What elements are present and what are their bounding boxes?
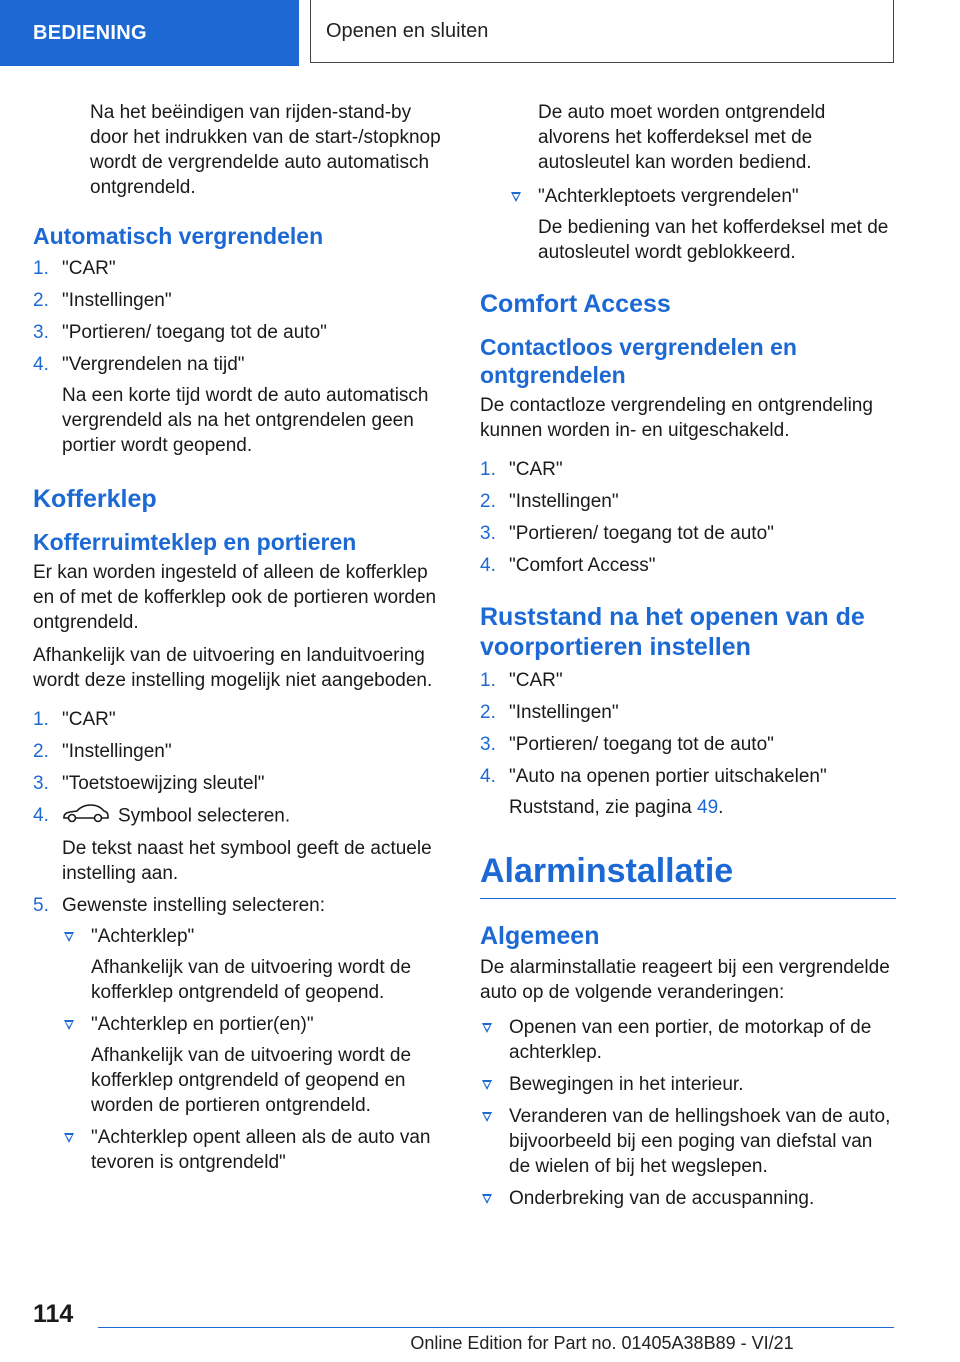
list-item: 4. Symbool selecteren. De tekst naast het symbool geeft de actuele instelling aan. (33, 803, 449, 886)
auto-lock-steps (33, 256, 449, 458)
triangle-bullet-icon (511, 192, 521, 202)
list-item: 3. "Toetstoewijzing sleutel" (33, 773, 265, 794)
footer-rule (98, 1327, 894, 1328)
list-item: 3. "Portieren/ toegang tot de auto" (480, 523, 774, 544)
contactloos-paragraph: De contactloze vergrendeling en ontgrendeling kunnen worden in- en uitgeschakeld. (480, 395, 873, 441)
option-list (62, 924, 449, 1175)
list-item: 5. Gewenste instelling selecteren: "Achterklep" Afhankelijk van de uitvoering wordt de kofferklep ontgrendeld of geopend. "Achterklep en portier(en)" Afhankelijk van de uitvoering wordt de kofferklep ontgrendeld of geopend en worden de portieren ontgrendeld. "Achterklep opent alleen als de auto van tevoren is ontgrendeld" (33, 893, 449, 1175)
page-link[interactable]: 49 (697, 797, 719, 818)
kofferruimte-heading: Kofferruimteklep en portieren (33, 529, 357, 555)
list-item: Veranderen van de hellingshoek van de auto, bijvoorbeeld bij een poging van diefstal van de wielen of bij het wegslepen. (480, 1104, 896, 1179)
algemeen-heading: Algemeen (480, 922, 600, 950)
list-item: Onderbreking van de accuspanning. (480, 1186, 896, 1211)
left-column (33, 100, 449, 1182)
list-item: Openen van een portier, de motorkap of de achterklep. (480, 1015, 896, 1065)
algemeen-paragraph: De alarminstallatie reageert bij een vergrendelde auto op de volgende veranderingen: (480, 957, 890, 1003)
triangle-bullet-icon (482, 1023, 492, 1033)
option-item: "Achterklep" Afhankelijk van de uitvoering wordt de kofferklep ontgrendeld of geopend. (62, 924, 449, 1005)
triangle-bullet-icon (64, 1133, 74, 1143)
auto-lock-heading: Automatisch vergrendelen (33, 223, 324, 249)
alarm-heading: Alarminstallatie (480, 852, 734, 890)
ruststand-heading: Ruststand na het openen van de voorportieren instellen (480, 603, 865, 661)
step4-note: De tekst naast het symbool geeft de actuele instelling aan. (62, 838, 432, 884)
kofferklep-steps (33, 707, 449, 1175)
option-continuation: De auto moet worden ontgrendeld alvorens het kofferdeksel met de autosleutel kan worden bediend. (538, 102, 826, 173)
list-item: 2. "Instellingen" (33, 741, 172, 762)
list-item: 4. "Vergrendelen na tijd" Na een korte tijd wordt de auto automatisch vergrendeld als na het ontgrendelen geen portier wordt geopend. (33, 352, 449, 458)
ruststand-steps (480, 668, 896, 820)
contactloos-heading: Contactloos vergrendelen en ontgrendelen (480, 334, 797, 388)
header-title: Openen en sluiten (310, 0, 894, 63)
right-column (480, 100, 896, 1218)
triangle-bullet-icon (482, 1112, 492, 1122)
list-item: 1. "CAR" (33, 709, 116, 730)
auto-lock-note: Na een korte tijd wordt de auto automatisch vergrendeld als na het ontgrendelen geen portier wordt geopend. (62, 385, 429, 456)
alarm-bullets (480, 1015, 896, 1211)
list-item: 4. "Comfort Access" (480, 555, 656, 576)
option-item: "Achterklep en portier(en)" Afhankelijk van de uitvoering wordt de kofferklep ontgrendeld of geopend en worden de portieren ontgrendeld. (62, 1012, 449, 1118)
list-item: 2. "Instellingen" (33, 290, 172, 311)
kofferruimte-paragraph-2: Afhankelijk van de uitvoering en landuitvoering wordt deze instelling mogelijk niet aangeboden. (33, 645, 433, 691)
comfort-access-heading: Comfort Access (480, 290, 671, 318)
car-side-icon (62, 803, 110, 830)
list-item: 4. "Auto na openen portier uitschakelen" Ruststand, zie pagina 49. (480, 764, 896, 820)
option-item: "Achterkleptoets vergrendelen" De bediening van het kofferdeksel met de autosleutel wordt geblokkeerd. (480, 184, 896, 265)
list-item: 2. "Instellingen" (480, 491, 619, 512)
triangle-bullet-icon (64, 1020, 74, 1030)
list-item: 1. "CAR" (480, 459, 563, 480)
kofferruimte-paragraph-1: Er kan worden ingesteld of alleen de kofferklep en of met de kofferklep ook de portieren worden ontgrendeld. (33, 562, 437, 633)
list-item: 3. "Portieren/ toegang tot de auto" (33, 322, 327, 343)
list-item: 3. "Portieren/ toegang tot de auto" (480, 734, 774, 755)
list-item: 1. "CAR" (480, 670, 563, 691)
list-item: 1. "CAR" (33, 258, 116, 279)
page-number: 114 (33, 1300, 74, 1328)
ruststand-note: Ruststand, zie pagina 49. (509, 797, 724, 818)
list-item: Bewegingen in het interieur. (480, 1072, 896, 1097)
list-item: 2. "Instellingen" (480, 702, 619, 723)
triangle-bullet-icon (482, 1080, 492, 1090)
intro-paragraph: Na het beëindigen van rijden-stand-by door het indrukken van de start-/stopknop wordt de vergrendelde auto automatisch ontgrendeld. (90, 102, 441, 198)
triangle-bullet-icon (482, 1194, 492, 1204)
triangle-bullet-icon (64, 932, 74, 942)
option-item: "Achterklep opent alleen als de auto van tevoren is ontgrendeld" (62, 1125, 449, 1175)
footer-edition: Online Edition for Part no. 01405A38B89 - VI/21 (410, 1333, 794, 1353)
alarm-heading-rule (480, 850, 896, 899)
kofferklep-heading: Kofferklep (33, 485, 157, 513)
header-section: BEDIENING (0, 0, 299, 66)
comfort-steps (480, 457, 896, 578)
